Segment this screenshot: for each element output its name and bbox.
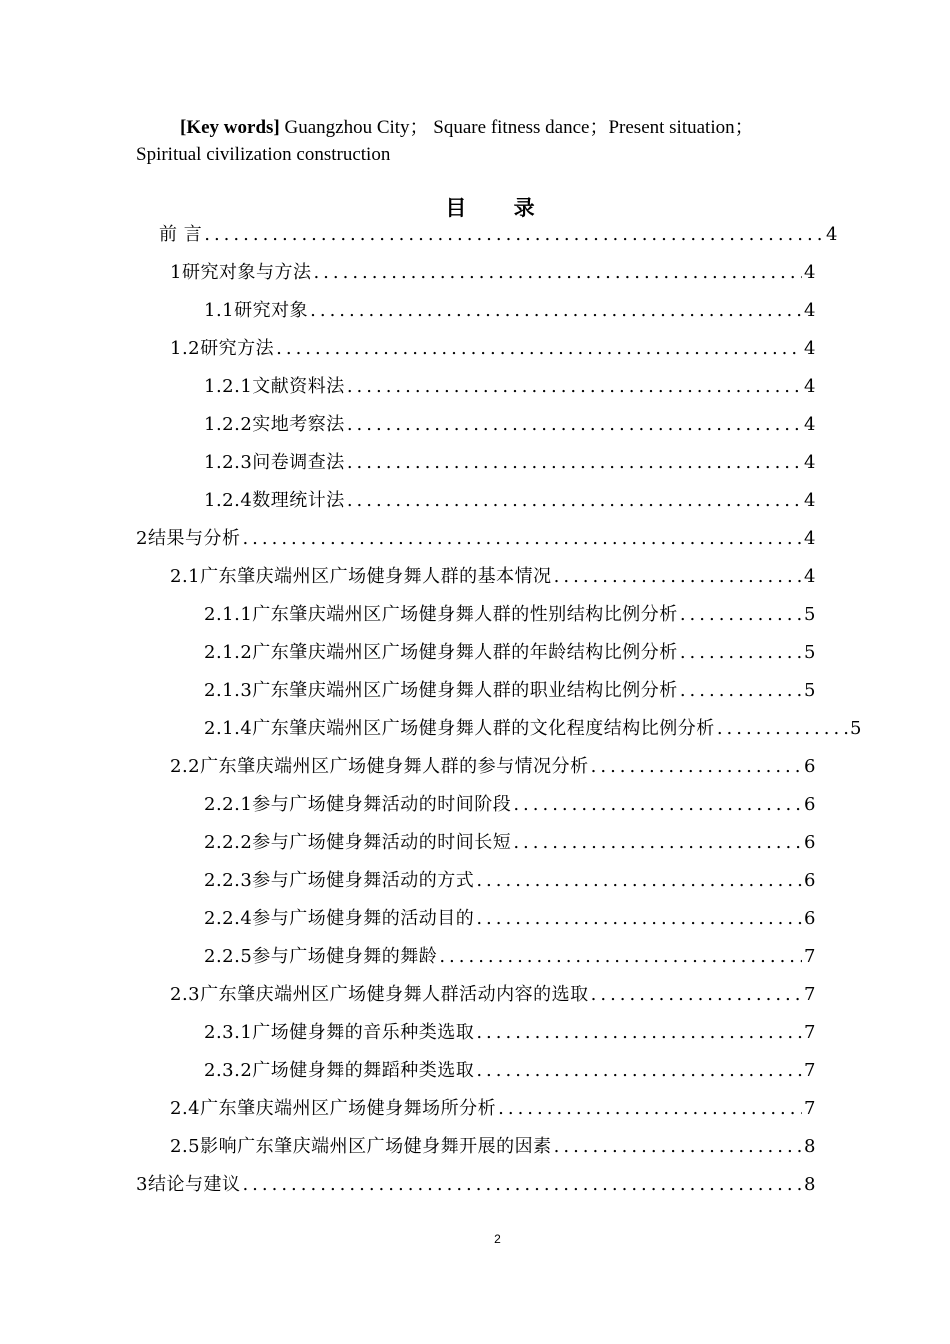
toc-entry[interactable] [204, 714, 862, 744]
toc-entry[interactable] [136, 1170, 816, 1200]
toc-entry[interactable] [170, 258, 816, 288]
toc-entry-text: 1研究对象与方法 [170, 262, 312, 283]
toc-leader [242, 528, 802, 549]
toc-entry-page: 6 [804, 908, 816, 929]
toc-leader [476, 870, 802, 891]
toc-entry[interactable] [170, 1132, 816, 1162]
toc-entry-text: 2.4广东肇庆端州区广场健身舞场所分析 [170, 1098, 497, 1119]
keywords-line2: Spiritual civilization construction [136, 144, 391, 165]
toc-entry-page: 8 [804, 1174, 816, 1195]
toc-leader [347, 414, 802, 435]
toc-entry-text: 2.1.4广东肇庆端州区广场健身舞人群的文化程度结构比例分析 [204, 718, 715, 739]
toc-leader [554, 566, 802, 587]
toc-entry[interactable] [204, 1056, 816, 1086]
toc-entry-page: 4 [804, 262, 816, 283]
toc-entry[interactable] [204, 372, 816, 402]
toc-entry-text: 2.2.3参与广场健身舞活动的方式 [204, 870, 475, 891]
toc-entry[interactable] [204, 1018, 816, 1048]
toc-entry[interactable] [204, 638, 816, 668]
toc-entry-page: 4 [804, 300, 816, 321]
toc-entry[interactable] [170, 980, 816, 1010]
toc-entry-page: 7 [804, 1098, 816, 1119]
toc-entry-page: 4 [804, 414, 816, 435]
toc-entry-text: 3结论与建议 [136, 1174, 241, 1195]
toc-entry[interactable] [204, 828, 816, 858]
toc-leader [680, 642, 802, 663]
toc-entry-text: 2.2.5参与广场健身舞的舞龄 [204, 946, 438, 967]
toc-entry-text: 2.3.2广场健身舞的舞蹈种类选取 [204, 1060, 475, 1081]
keywords-label: [Key words] [180, 117, 280, 138]
toc-entry-page: 7 [804, 1060, 816, 1081]
toc-entry-page: 4 [804, 490, 816, 511]
toc-entry-page: 4 [804, 338, 816, 359]
toc-leader [310, 300, 802, 321]
toc-entry-page: 4 [826, 224, 838, 245]
toc-leader [313, 262, 802, 283]
toc-entry-page: 5 [850, 718, 862, 739]
toc-entry[interactable] [204, 448, 816, 478]
toc-entry[interactable] [204, 676, 816, 706]
toc-entry-page: 5 [804, 642, 816, 663]
toc-entry-text: 2.2广东肇庆端州区广场健身舞人群的参与情况分析 [170, 756, 589, 777]
toc-leader [347, 376, 802, 397]
toc-leader [476, 908, 802, 929]
toc-entry-page: 7 [804, 984, 816, 1005]
toc-entry[interactable] [204, 904, 816, 934]
toc-entry-page: 6 [804, 832, 816, 853]
toc-entry-text: 2.5影响广东肇庆端州区广场健身舞开展的因素 [170, 1136, 552, 1157]
toc-entry-text: 2.2.2参与广场健身舞活动的时间长短 [204, 832, 512, 853]
toc-entry-text: 1.2.1文献资料法 [204, 376, 345, 397]
toc-entry-page: 6 [804, 870, 816, 891]
toc-entry-text: 1.2.3问卷调查法 [204, 452, 345, 473]
toc-entry-text: 1.1研究对象 [204, 300, 309, 321]
toc-entry[interactable] [204, 942, 816, 972]
toc-entry-text: 2结果与分析 [136, 528, 241, 549]
toc-entry[interactable] [159, 220, 838, 250]
toc-title: 目 录 [445, 196, 555, 220]
toc-entry-text: 1.2.4数理统计法 [204, 490, 345, 511]
toc-entry-text: 前 言 [159, 224, 203, 245]
toc-entry[interactable] [204, 486, 816, 516]
toc-leader [347, 452, 802, 473]
toc-entry-text: 1.2研究方法 [170, 338, 275, 359]
toc-leader [476, 1060, 802, 1081]
toc-entry-page: 4 [804, 376, 816, 397]
toc-entry-page: 4 [804, 528, 816, 549]
toc-entry-page: 4 [804, 452, 816, 473]
toc-entry-text: 2.3.1广场健身舞的音乐种类选取 [204, 1022, 475, 1043]
toc-entry-page: 5 [804, 680, 816, 701]
toc-entry-text: 2.1.3广东肇庆端州区广场健身舞人群的职业结构比例分析 [204, 680, 678, 701]
toc-entry[interactable] [170, 334, 816, 364]
toc-entry-page: 6 [804, 794, 816, 815]
toc-leader [591, 756, 802, 777]
toc-entry-page: 8 [804, 1136, 816, 1157]
toc-entry[interactable] [170, 1094, 816, 1124]
toc-leader [498, 1098, 802, 1119]
toc-entry-text: 2.1.2广东肇庆端州区广场健身舞人群的年龄结构比例分析 [204, 642, 678, 663]
toc-leader [717, 718, 848, 739]
keywords-line1: Guangzhou City； Square fitness dance；Present situation； [279, 117, 754, 138]
toc-entry[interactable] [204, 790, 816, 820]
toc-leader [276, 338, 802, 359]
toc-entry[interactable] [204, 600, 816, 630]
toc-leader [554, 1136, 802, 1157]
toc-leader [680, 604, 802, 625]
toc-entry-page: 6 [804, 756, 816, 777]
keywords-paragraph [136, 114, 856, 168]
toc-entry-text: 1.2.2实地考察法 [204, 414, 345, 435]
toc-leader [204, 224, 824, 245]
toc-leader [513, 832, 802, 853]
toc-leader [680, 680, 802, 701]
toc-entry-page: 7 [804, 946, 816, 967]
toc-entry[interactable] [136, 524, 816, 554]
toc-entry-text: 2.1广东肇庆端州区广场健身舞人群的基本情况 [170, 566, 552, 587]
toc-entry[interactable] [204, 410, 816, 440]
toc-leader [242, 1174, 802, 1195]
toc-entry[interactable] [204, 296, 816, 326]
toc-entry-text: 2.3广东肇庆端州区广场健身舞人群活动内容的选取 [170, 984, 589, 1005]
page-number: 2 [494, 1232, 501, 1246]
toc-leader [591, 984, 802, 1005]
toc-entry-text: 2.2.4参与广场健身舞的活动目的 [204, 908, 475, 929]
toc-leader [439, 946, 802, 967]
toc-entry-page: 4 [804, 566, 816, 587]
toc-leader [476, 1022, 802, 1043]
toc-entry-page: 5 [804, 604, 816, 625]
toc-leader [347, 490, 802, 511]
toc-entry-page: 7 [804, 1022, 816, 1043]
toc-entry[interactable] [170, 752, 816, 782]
toc-entry-text: 2.1.1广东肇庆端州区广场健身舞人群的性别结构比例分析 [204, 604, 678, 625]
toc-entry[interactable] [204, 866, 816, 896]
toc-entry[interactable] [170, 562, 816, 592]
toc-entry-text: 2.2.1参与广场健身舞活动的时间阶段 [204, 794, 512, 815]
toc-leader [513, 794, 802, 815]
